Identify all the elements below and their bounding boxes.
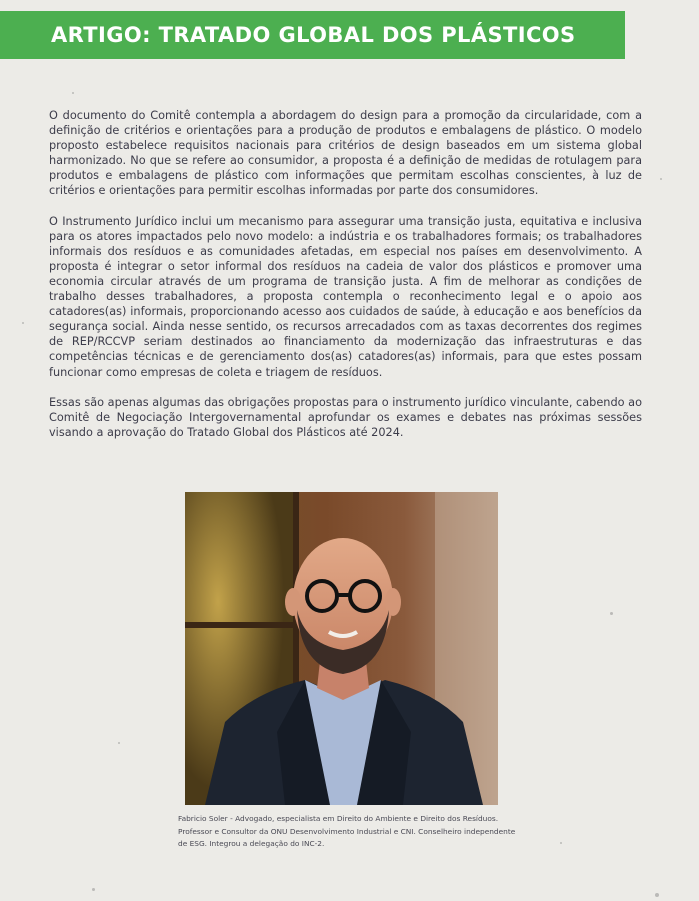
paper-texture-speck <box>72 92 74 94</box>
paper-texture-speck <box>92 888 95 891</box>
article-header-bar <box>0 11 625 59</box>
photo-caption: Fabricio Soler - Advogado, especialista em Direito do Ambiente e Direito dos Resíduos. Professor e Consultor da ONU Desenvolvimento Industrial e CNI. Conselheiro independente de ESG. Integrou a delegação do INC-2. <box>178 814 516 848</box>
article-paragraph: O Instrumento Jurídico inclui um mecanismo para assegurar uma transição justa, equitativa e inclusiva para os atores impactados pelo novo modelo: a indústria e os trabalhadores formais; os trabalhadores informais dos resíduos e as comunidades afetadas, em especial nos países em desenvolvimento. A proposta é integrar o setor informal dos resíduos na cadeia de valor dos plásticos e promover uma economia circular através de um programa de transição justa. A fim de melhorar as condições de trabalho desses trabalhadores, a proposta contempla o reconhecimento legal e o apoio aos catadores(as) informais, proporcionando acesso aos cuidados de saúde, à educação e aos benefícios da segurança social. Ainda nesse sentido, os recursos arrecadados com as taxas decorrentes dos regimes de REP/RCCVP seriam destinados ao financiamento da modernização das infraestruturas e das competências técnicas e de gerenciamento dos(as) catadores(as) informais, para que estes possam funcionar como empresas de coleta e triagem de resíduos. <box>49 214 642 379</box>
article-body <box>49 108 642 455</box>
paper-texture-speck <box>610 612 613 615</box>
paper-texture-speck <box>118 742 120 744</box>
article-title: ARTIGO: TRATADO GLOBAL DOS PLÁSTICOS <box>51 23 576 47</box>
paper-texture-speck <box>22 322 24 324</box>
paper-texture-speck <box>655 893 659 897</box>
paper-texture-speck <box>560 842 562 844</box>
author-portrait-photo <box>185 492 498 805</box>
paper-texture-speck <box>660 178 662 180</box>
article-paragraph: O documento do Comitê contempla a abordagem do design para a promoção da circularidade, com a definição de critérios e orientações para a produção de produtos e embalagens de plástico. O modelo proposto estabelece requisitos nacionais para critérios de design baseados em um sistema global harmonizado. No que se refere ao consumidor, a proposta é a definição de medidas de rotulagem para produtos e embalagens de plástico com informações que permitam escolhas conscientes, à luz de critérios e orientações para permitir escolhas informadas por parte dos consumidores. <box>49 109 642 198</box>
article-paragraph: Essas são apenas algumas das obrigações propostas para o instrumento jurídico vinculante, cabendo ao Comitê de Negociação Intergovernamental aprofundar os exames e debates nas próximas sessões visando a aprovação do Tratado Global dos Plásticos até 2024. <box>49 395 642 439</box>
